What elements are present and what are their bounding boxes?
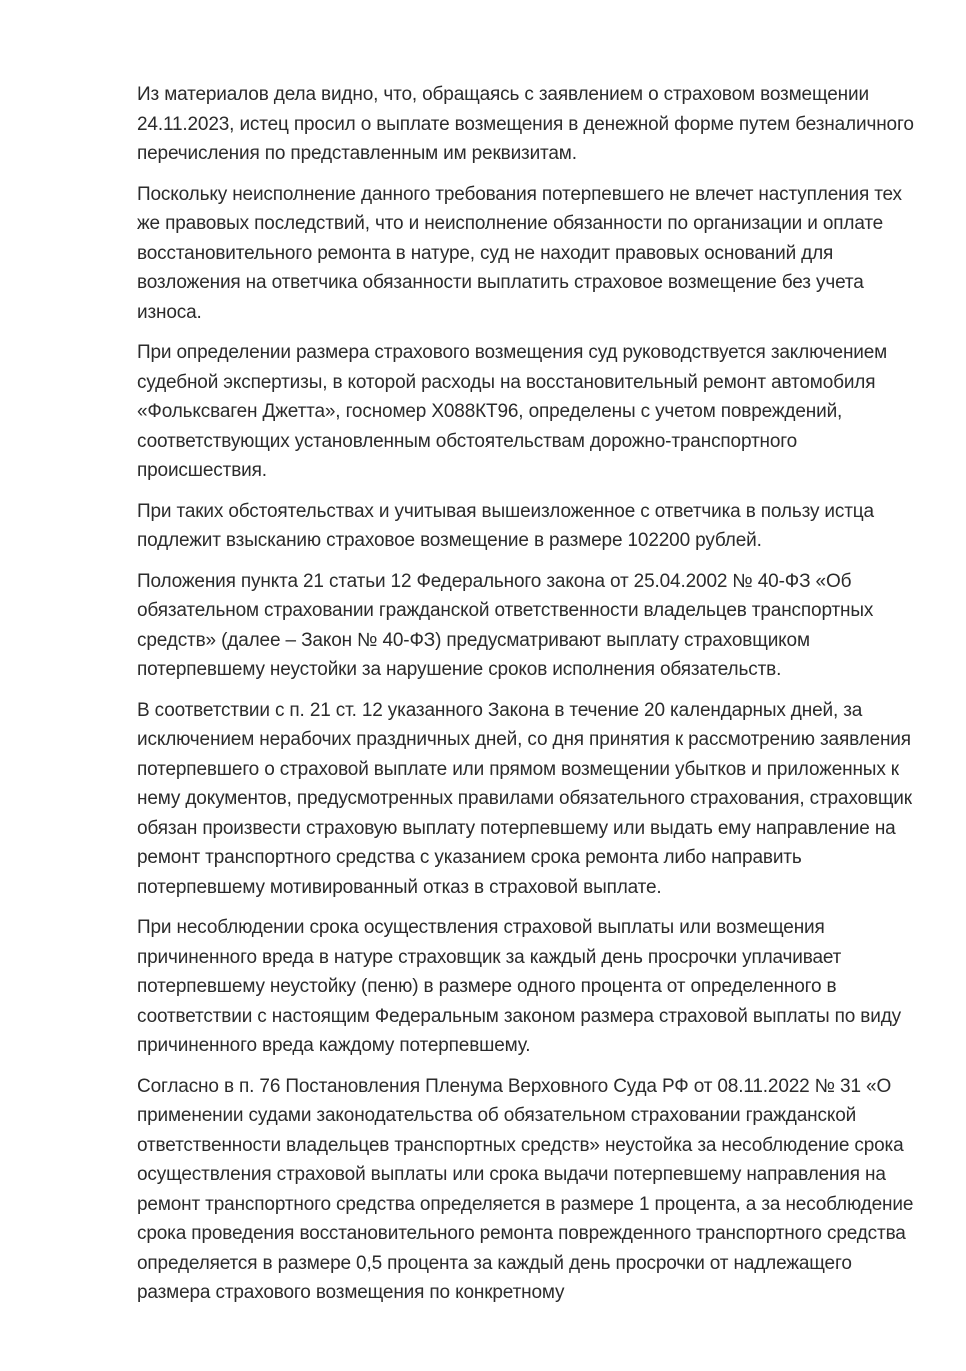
document-body [137,80,915,1319]
paragraph: При несоблюдении срока осуществления страховой выплаты или возмещения причиненного вреда в натуре страховщик за каждый день просрочки уплачивает потерпевшему неустойку (пеню) в размере одного процента от определенного в соответствии с настоящим Федеральным законом размера страховой выплаты по виду причиненного вреда каждому потерпевшему. [137,917,901,1056]
paragraph: Поскольку неисполнение данного требования потерпевшего не влечет наступления тех же правовых последствий, что и неисполнение обязанности по организации и оплате восстановительного ремонта в натуре, суд не находит правовых оснований для возложения на ответчика обязанности выплатить страховое возмещение без учета износа. [137,183,902,323]
paragraph: Положения пункта 21 статьи 12 Федерального закона от 25.04.2002 № 40-ФЗ «Об обязательном страховании гражданской ответственности владельцев транспортных средств» (далее – Закон № 40-ФЗ) предусматривают выплату страховщиком потерпевшему неустойки за нарушение сроков исполнения обязательств. [137,570,874,680]
paragraph: Согласно в п. 76 Постановления Пленума Верховного Суда РФ от 08.11.2022 № 31 «О применении судами законодательства об обязательном страховании гражданской ответственности владельцев транспортных средств» неустойка за несоблюдение срока осуществления страховой выплаты или срока выдачи потерпевшему направления на ремонт транспортного средства определяется в размере 1 процента, а за несоблюдение срока проведения восстановительного ремонта поврежденного транспортного средства определяется в размере 0,5 процента за каждый день просрочки от надлежащего размера страхового возмещения по конкретному [137,1075,914,1303]
paragraph: Из материалов дела видно, что, обращаясь с заявлением о страховом возмещении 24.11.2023, истец просил о выплате возмещения в денежной форме путем безналичного перечисления по представленным им реквизитам. [137,84,914,164]
paragraph: В соответствии с п. 21 ст. 12 указанного Закона в течение 20 календарных дней, за исключением нерабочих праздничных дней, со дня принятия к рассмотрению заявления потерпевшего о страховой выплате или прямом возмещении убытков и приложенных к нему документов, предусмотренных правилами обязательного страхования, страховщик обязан произвести страховую выплату потерпевшему или выдать ему направление на ремонт транспортного средства с указанием срока ремонта либо направить потерпевшему мотивированный отказ в страховой выплате. [137,699,912,898]
paragraph: При таких обстоятельствах и учитывая вышеизложенное с ответчика в пользу истца подлежит взысканию страховое возмещение в размере 102200 рублей. [137,500,874,551]
paragraph: При определении размера страхового возмещения суд руководствуется заключением судебной экспертизы, в которой расходы на восстановительный ремонт автомобиля «Фольксваген Джетта», госномер Х088КТ96, определены с учетом повреждений, соответствующих установленным обстоятельствам дорожно-транспортного происшествия. [137,342,888,481]
